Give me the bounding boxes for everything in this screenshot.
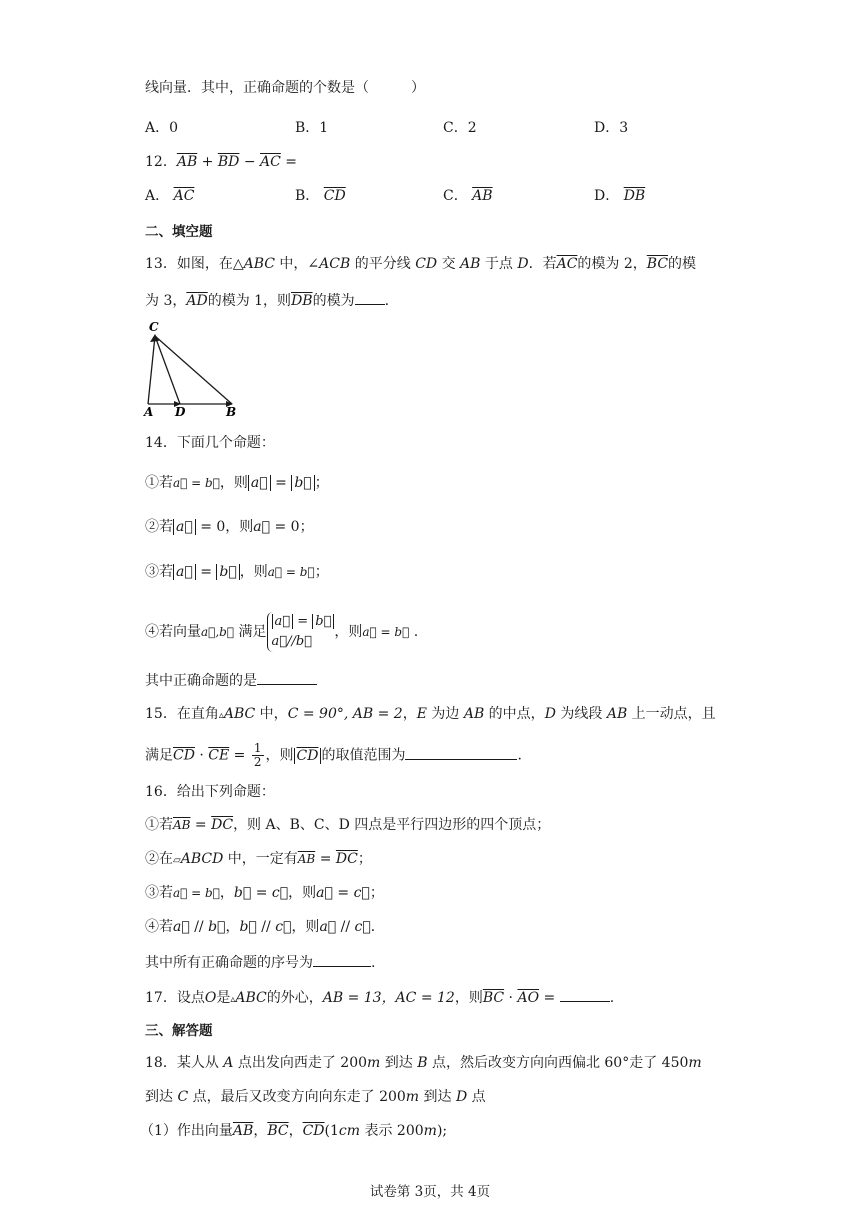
q18-line2: 到达 C 点，最后又改变方向向东走了 200m 到达 D 点 — [145, 1089, 486, 1105]
q13-line2: 为 3，$\overline{AD}$的模为 1，则$\overline{DB}$的模为 . — [145, 290, 389, 311]
q11-option-b: B．1 — [295, 120, 329, 136]
q13-line1: 13．如图，在△ABC 中，∠ACB 的平分线 CD 交 AB 于点 D．若$\overline{AC}$的模为 2，$\overline{BC}$的模 — [145, 256, 697, 272]
q14-conclusion: 其中正确命题的是 — [145, 670, 317, 691]
q15-line1: 15．在直角▵ABC 中，C = 90°, AB = 2，E 为边 AB 的中点，D 为线段 AB 上一动点，且 — [145, 706, 716, 722]
segment-ca — [148, 336, 155, 404]
q14-title: 14．下面几个命题： — [145, 435, 275, 451]
q14-proposition-3: ③若 a⃗ = b⃗ ，则a⃗ = b⃗； — [145, 564, 329, 580]
q12-option-c: C． $\overline{AB}$ — [443, 188, 493, 204]
q14-proposition-2: ②若 a⃗ = 0，则a⃗ = 0； — [145, 519, 314, 535]
q16-title: 16．给出下列命题： — [145, 784, 275, 800]
segment-cb — [155, 336, 232, 404]
q18-line1: 18．某人从 A 点出发向西走了 200m 到达 B 点，然后改变方向向西偏北 60°走了 450m — [145, 1055, 702, 1071]
q16-conclusion: 其中所有正确命题的序号为 . — [145, 952, 375, 973]
q16-proposition-4: ④若a⃗ // b⃗，b⃗ // c⃗，则a⃗ // c⃗． — [145, 919, 385, 935]
q18-sub1: （1）作出向量$\overline{AB}$，$\overline{BC}$，$\overline{CD}(1cm$ 表示 200m); — [140, 1123, 448, 1139]
q14-proposition-1: ①若a⃗ = b⃗，则 a⃗ = b⃗ ； — [145, 475, 329, 491]
q12-stem: 12．$\overline{AB} + \overline{BD} - \overline{AC}$ = — [145, 154, 298, 170]
q16-proposition-1: ①若$\overline{AB} = \overline{DC}$，则 A、B、C、D 四点是平行四边形的四个顶点； — [145, 817, 551, 833]
label-b: B — [226, 405, 237, 418]
label-c: C — [149, 320, 159, 334]
section-solve-heading: 三、解答题 — [145, 1023, 213, 1039]
section-fill-in-heading: 二、填空题 — [145, 224, 213, 240]
q12-option-b: B． $\overline{CD}$ — [295, 188, 346, 204]
q11-option-d: D．3 — [594, 120, 629, 136]
q12-option-d: D． $\overline{DB}$ — [594, 188, 646, 204]
q13-triangle-figure — [140, 318, 250, 418]
q16-proposition-3: ③若a⃗ = b⃗，b⃗ = c⃗，则a⃗ = c⃗； — [145, 885, 384, 901]
q17-stem: 17．设点O是▵ABC的外心，AB = 13，AC = 12，则$\overline{BC} \cdot \overline{AO}$ = . — [145, 987, 614, 1010]
q16-proposition-2: ②在▱ABCD 中，一定有$\overline{AB} = \overline{DC}$； — [145, 851, 372, 867]
q14-proposition-4: ④若向量a⃗,b⃗ 满足a⃗ = b⃗ a⃗//b⃗，则a⃗ = b⃗ . — [145, 612, 418, 652]
q11-option-a: A．0 — [145, 120, 179, 136]
page-footer: 试卷第 3页，共 4页 — [369, 1184, 491, 1200]
q11-tail: 线向量．其中，正确命题的个数是（ ） — [145, 80, 425, 96]
q12-option-a: A． $\overline{AC}$ — [145, 188, 195, 204]
label-a: A — [144, 405, 154, 418]
q11-option-c: C．2 — [443, 120, 477, 136]
label-d: D — [175, 405, 186, 418]
q15-line2: 满足$\overline{CD} \cdot \overline{CE}$ = $\frac{1}{2}$ ，则 $\overline{CD}$ 的取值范围为 . — [145, 741, 522, 769]
